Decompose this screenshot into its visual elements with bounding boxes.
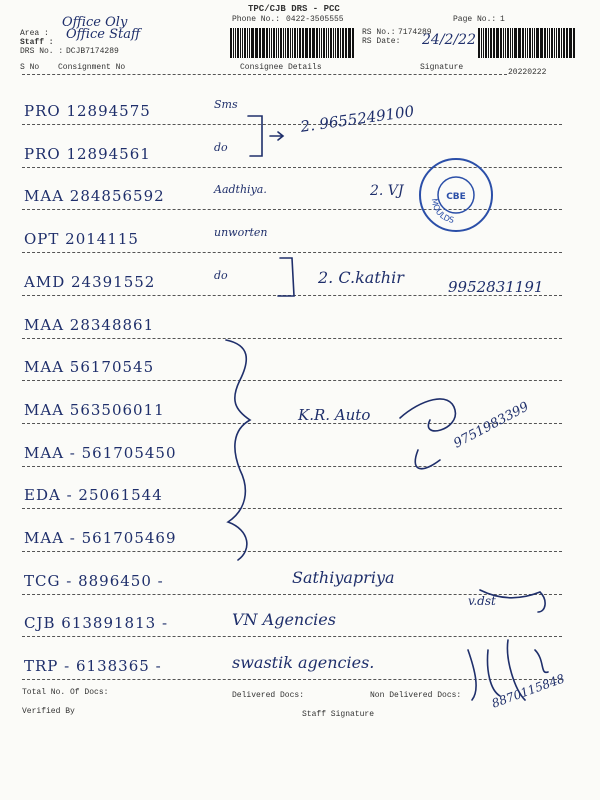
row-rule xyxy=(22,679,562,680)
barcode-bar xyxy=(312,28,313,58)
barcode-bar xyxy=(294,28,296,58)
barcode-bar xyxy=(337,28,339,58)
barcode-bar xyxy=(276,28,277,58)
page-label: Page No.: xyxy=(453,15,497,24)
barcode-bar xyxy=(290,28,291,58)
consignment-number: PRO 12894575 xyxy=(24,102,151,120)
non-delivered-docs-label: Non Delivered Docs: xyxy=(370,691,462,700)
consignment-number: MAA 563506011 xyxy=(24,400,165,419)
barcode-bar xyxy=(249,28,250,58)
barcode-bar xyxy=(500,28,502,58)
barcode-bar xyxy=(285,28,286,58)
barcode-bar xyxy=(569,28,570,58)
barcode-bar xyxy=(316,28,318,58)
barcode-bar xyxy=(558,28,560,58)
delivered-docs-label: Delivered Docs: xyxy=(232,691,305,700)
col-signature: Signature xyxy=(420,63,464,72)
barcode-bar xyxy=(503,28,504,58)
barcode-bar xyxy=(269,28,270,58)
barcode-bar xyxy=(251,28,253,58)
consignment-number: MAA - 561705450 xyxy=(24,443,177,462)
barcode-bar xyxy=(240,28,241,58)
row-rule xyxy=(22,124,562,125)
staff-signature-label: Staff Signature xyxy=(302,710,375,719)
barcode-bar xyxy=(242,28,243,58)
barcode-bar xyxy=(230,28,232,58)
barcode-bar xyxy=(235,28,236,58)
barcode-bar xyxy=(348,28,349,58)
barcode-bar xyxy=(345,28,347,58)
barcode-bar xyxy=(302,28,304,58)
consignment-number: MAA - 561705469 xyxy=(24,529,177,547)
barcode-bar xyxy=(256,28,257,58)
row-rule xyxy=(22,551,562,552)
barcode-bar xyxy=(554,28,555,58)
note-phone-2: 9952831191 xyxy=(448,278,544,296)
note-sig-vj: 2. VJ xyxy=(370,183,404,199)
row-rule xyxy=(22,338,562,339)
header-rule xyxy=(22,74,507,75)
barcode-bar xyxy=(262,28,263,58)
barcode-bar xyxy=(561,28,562,58)
barcode-bar xyxy=(237,28,239,58)
consignment-number: TRP - 6138365 - xyxy=(24,657,162,676)
note-sig-ck: 2. C.kathir xyxy=(318,268,404,287)
barcode-left xyxy=(230,28,355,58)
total-docs-label: Total No. Of Docs: xyxy=(22,688,109,697)
barcode-right xyxy=(478,28,576,58)
barcode-bar xyxy=(244,28,246,58)
barcode-bar xyxy=(483,28,484,58)
barcode-bar xyxy=(263,28,264,58)
phone-number: 0422-3505555 xyxy=(286,15,344,24)
col-consignee: Consignee Details xyxy=(240,63,322,72)
col-sno: S No xyxy=(20,63,40,72)
consignee-name: do xyxy=(214,140,228,154)
barcode-bar xyxy=(280,28,282,58)
barcode-bar xyxy=(527,28,528,58)
barcode-bar xyxy=(490,28,491,58)
barcode-bar xyxy=(333,28,334,58)
barcode-bar xyxy=(278,28,279,58)
rs-date-label: RS Date: xyxy=(362,37,401,46)
stamp-top-text xyxy=(416,155,487,157)
barcode-bar xyxy=(497,28,498,58)
area-value: Office Oly xyxy=(62,15,128,30)
consignee-name: unworten xyxy=(214,226,268,240)
barcode-bar xyxy=(551,28,553,58)
row-rule xyxy=(22,636,562,637)
consignment-number: MAA 28348861 xyxy=(24,315,155,334)
barcode-bar xyxy=(323,28,325,58)
consignee-name: VN Agencies xyxy=(232,610,336,630)
barcode-bar xyxy=(326,28,327,58)
rs-date-value: 24/2/22 xyxy=(422,32,476,48)
note-sig-vdst: v.dst xyxy=(468,594,496,608)
drs-label: DRS No. : xyxy=(20,47,64,56)
staff-label: Staff : xyxy=(20,38,54,47)
barcode-bar xyxy=(247,28,248,58)
consignment-number: OPT 2014115 xyxy=(24,230,139,249)
col-consignment: Consignment No xyxy=(58,63,126,72)
barcode-bar xyxy=(340,28,341,58)
barcode-bar xyxy=(540,28,541,58)
barcode-bar xyxy=(522,28,524,58)
barcode-bar xyxy=(266,28,268,58)
verified-by-label: Verified By xyxy=(22,707,75,716)
consignee-name: Aadthiya. xyxy=(214,183,267,197)
consignment-number: EDA - 25061544 xyxy=(24,486,163,505)
barcode-bar xyxy=(536,28,538,58)
barcode-bar xyxy=(352,28,354,58)
barcode-bar xyxy=(556,28,557,58)
date-code: 20220222 xyxy=(508,68,547,77)
consignment-number: AMD 24391552 xyxy=(24,272,156,291)
stamp-center: CBE xyxy=(446,192,466,202)
barcode-bar xyxy=(514,28,516,58)
barcode-bar xyxy=(566,28,568,58)
barcode-bar xyxy=(570,28,571,58)
barcode-bar xyxy=(505,28,506,58)
note-phone-4: 8870115848 xyxy=(489,671,567,711)
barcode-bar xyxy=(481,28,482,58)
drs-value: DCJB7174289 xyxy=(66,47,119,56)
barcode-bar xyxy=(292,28,293,58)
barcode-bar xyxy=(541,28,542,58)
barcode-bar xyxy=(507,28,509,58)
barcode-bar xyxy=(478,28,480,58)
barcode-bar xyxy=(512,28,513,58)
barcode-bar xyxy=(313,28,314,58)
consignment-number: MAA 284856592 xyxy=(24,187,165,206)
barcode-bar xyxy=(233,28,234,58)
header-title: TPC/CJB DRS - PCC xyxy=(248,4,340,14)
barcode-bar xyxy=(510,28,511,58)
consignee-name: do xyxy=(214,268,228,282)
barcode-bar xyxy=(493,28,495,58)
barcode-bar xyxy=(563,28,564,58)
barcode-bar xyxy=(283,28,284,58)
row-rule xyxy=(22,252,562,253)
consignee-name: Sathiyapriya xyxy=(292,567,395,587)
barcode-bar xyxy=(330,28,332,58)
consignee-name: Sms xyxy=(214,98,238,111)
barcode-bar xyxy=(544,28,546,58)
stamp-bottom-text: MOULDS xyxy=(429,197,455,225)
barcode-bar xyxy=(342,28,343,58)
barcode-bar xyxy=(488,28,489,58)
consignee-name: swastik agencies. xyxy=(232,653,375,673)
barcode-bar xyxy=(547,28,548,58)
barcode-bar xyxy=(485,28,487,58)
staff-value: Office Staff xyxy=(66,27,141,42)
barcode-bar xyxy=(534,28,535,58)
barcode-bar xyxy=(259,28,261,58)
barcode-bar xyxy=(328,28,329,58)
barcode-bar xyxy=(529,28,531,58)
barcode-bar xyxy=(255,28,256,58)
barcode-bar xyxy=(319,28,320,58)
barcode-bar xyxy=(287,28,289,58)
row-rule xyxy=(22,380,562,381)
barcode-bar xyxy=(299,28,300,58)
barcode-bar xyxy=(518,28,519,58)
barcode-bar xyxy=(573,28,575,58)
row-rule xyxy=(22,466,562,467)
barcode-bar xyxy=(532,28,533,58)
barcode-bar xyxy=(305,28,306,58)
barcode-bar xyxy=(321,28,322,58)
consignment-number: CJB 613891813 - xyxy=(24,614,169,633)
barcode-bar xyxy=(549,28,550,58)
note-phone-1: 2. 9655249100 xyxy=(299,102,416,136)
area-label: Area : xyxy=(20,29,49,38)
barcode-bar xyxy=(519,28,520,58)
consignment-number: MAA 56170545 xyxy=(24,358,155,377)
barcode-bar xyxy=(525,28,526,58)
phone-label: Phone No.: xyxy=(232,15,281,24)
consignment-number: PRO 12894561 xyxy=(24,144,151,163)
company-stamp xyxy=(416,155,496,235)
barcode-bar xyxy=(309,28,311,58)
row-rule xyxy=(22,508,562,509)
barcode-bar xyxy=(335,28,336,58)
barcode-bar xyxy=(349,28,350,58)
rs-no-value: 7174289 xyxy=(398,28,432,37)
consignment-number: TCG - 8896450 - xyxy=(24,571,164,590)
barcode-bar xyxy=(271,28,272,58)
barcode-bar xyxy=(496,28,497,58)
rs-no-label: RS No.: xyxy=(362,28,396,37)
note-phone-3: 9751983399 xyxy=(451,399,532,452)
page-number: 1 xyxy=(500,15,505,24)
barcode-bar xyxy=(297,28,298,58)
barcode-bar xyxy=(306,28,307,58)
note-kr: K.R. Auto xyxy=(298,406,371,424)
barcode-bar xyxy=(273,28,275,58)
